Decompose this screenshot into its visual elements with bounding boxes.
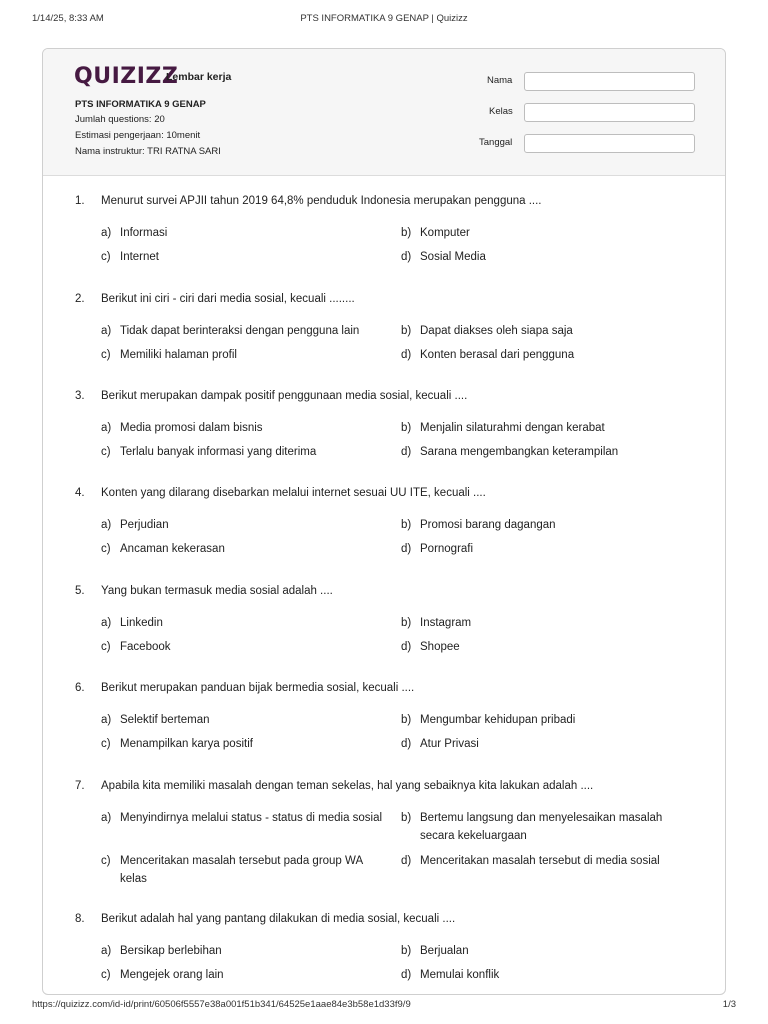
option-text: Mengumbar kehidupan pribadi [420,714,576,726]
option-letter: a) [101,519,112,531]
option-letter: a) [101,617,112,629]
option-letter: a) [101,945,112,957]
class-label: Kelas [489,106,513,117]
answer-option [401,809,691,845]
option-letter: b) [401,617,412,629]
option-letter: d) [401,543,412,555]
option-letter: c) [101,855,111,867]
answer-option [101,419,391,437]
worksheet-header [43,49,725,176]
answer-option [101,966,391,984]
print-datetime: 1/14/25, 8:33 AM [32,13,104,24]
option-text: Shopee [420,641,460,653]
answer-option [401,638,691,656]
print-url: https://quizizz.com/id-id/print/60506f5557e38a001f51b341/64525e1aae84e3b58e1d33f9/9 [32,999,411,1010]
answer-option [401,966,691,984]
answer-option [401,852,691,870]
question-number: 8. [75,913,85,925]
answer-option [101,942,391,960]
option-text: Media promosi dalam bisnis [120,422,263,434]
worksheet-card [42,48,726,995]
answer-option [401,419,691,437]
option-letter: c) [101,446,111,458]
worksheet-label: Lembar kerja [166,71,232,83]
option-letter: b) [401,714,412,726]
option-text: Pornografi [420,543,474,555]
option-text: Ancaman kekerasan [120,543,225,555]
question-number: 5. [75,585,85,597]
class-field[interactable] [524,103,695,122]
name-field[interactable] [524,72,695,91]
question-text: Berikut ini ciri - ciri dari media sosial, kecuali ........ [101,293,355,305]
option-letter: b) [401,519,412,531]
answer-option [101,852,391,888]
option-text: Bertemu langsung dan menyelesaikan masalah secara kekeluargaan [420,812,663,842]
option-letter: b) [401,945,412,957]
answer-option [101,516,391,534]
answer-option [101,443,391,461]
option-letter: d) [401,855,412,867]
option-text: Mengejek orang lain [120,969,224,981]
answer-option [101,614,391,632]
answer-option [401,516,691,534]
option-letter: c) [101,349,111,361]
option-text: Bersikap berlebihan [120,945,222,957]
option-text: Terlalu banyak informasi yang diterima [120,446,317,458]
option-letter: d) [401,738,412,750]
answer-option [401,322,691,340]
option-text: Internet [120,251,159,263]
answer-option [401,540,691,558]
option-text: Instagram [420,617,472,629]
option-text: Perjudian [120,519,169,531]
print-page-number: 1/3 [722,999,736,1010]
option-text: Komputer [420,227,470,239]
answer-option [101,809,391,827]
question-number: 6. [75,682,85,694]
question-text: Yang bukan termasuk media sosial adalah .... [101,585,333,597]
option-letter: c) [101,543,111,555]
option-text: Sarana mengembangkan keterampilan [420,446,619,458]
answer-option [401,942,691,960]
option-text: Tidak dapat berinteraksi dengan pengguna lain [120,325,360,337]
option-text: Dapat diakses oleh siapa saja [420,325,573,337]
option-text: Facebook [120,641,171,653]
answer-option [101,540,391,558]
question-text: Konten yang dilarang disebarkan melalui internet sesuai UU ITE, kecuali .... [101,487,486,499]
question-text: Apabila kita memiliki masalah dengan teman sekelas, hal yang sebaiknya kita lakukan adalah .... [101,780,594,792]
option-letter: c) [101,969,111,981]
date-label: Tanggal [479,137,513,148]
answer-option [401,711,691,729]
question-text: Berikut adalah hal yang pantang dilakukan di media sosial, kecuali .... [101,913,456,925]
answer-option [401,614,691,632]
option-letter: d) [401,349,412,361]
option-letter: b) [401,325,412,337]
option-letter: d) [401,969,412,981]
option-text: Menjalin silaturahmi dengan kerabat [420,422,605,434]
estimated-time: Estimasi pengerjaan: 10menit [75,130,201,141]
name-label: Nama [487,75,513,86]
question-text: Menurut survei APJII tahun 2019 64,8% penduduk Indonesia merupakan pengguna .... [101,195,542,207]
quiz-title: PTS INFORMATIKA 9 GENAP [75,99,206,110]
option-text: Berjualan [420,945,469,957]
answer-option [101,346,391,364]
option-text: Memulai konflik [420,969,500,981]
option-text: Informasi [120,227,168,239]
option-letter: b) [401,227,412,239]
answer-option [101,711,391,729]
question-text: Berikut merupakan dampak positif penggunaan media sosial, kecuali .... [101,390,468,402]
option-text: Memiliki halaman profil [120,349,237,361]
answer-option [401,735,691,753]
option-letter: a) [101,227,112,239]
question-number: 7. [75,780,85,792]
answer-option [401,443,691,461]
question-number: 3. [75,390,85,402]
question-number: 1. [75,195,85,207]
option-letter: c) [101,641,111,653]
questions-count: Jumlah questions: 20 [75,114,165,125]
answer-option [401,224,691,242]
option-letter: d) [401,446,412,458]
date-field[interactable] [524,134,695,153]
question-number: 4. [75,487,85,499]
question-number: 2. [75,293,85,305]
option-text: Promosi barang dagangan [420,519,556,531]
answer-option [101,735,391,753]
answer-option [101,638,391,656]
option-letter: a) [101,714,112,726]
option-letter: a) [101,422,112,434]
option-letter: b) [401,422,412,434]
option-text: Konten berasal dari pengguna [420,349,575,361]
option-letter: a) [101,812,112,824]
option-text: Linkedin [120,617,163,629]
option-letter: c) [101,251,111,263]
instructor-name: Nama instruktur: TRI RATNA SARI [75,146,221,157]
option-letter: b) [401,812,412,824]
answer-option [401,248,691,266]
answer-option [101,224,391,242]
option-text: Menceritakan masalah tersebut di media sosial [420,855,660,867]
option-letter: d) [401,251,412,263]
option-text: Selektif berteman [120,714,210,726]
print-page-title: PTS INFORMATIKA 9 GENAP | Quizizz [300,13,468,24]
option-text: Sosial Media [420,251,486,263]
option-letter: d) [401,641,412,653]
option-text: Menyindirnya melalui status - status di media sosial [120,812,383,824]
answer-option [401,346,691,364]
question-text: Berikut merupakan panduan bijak bermedia sosial, kecuali .... [101,682,415,694]
option-letter: a) [101,325,112,337]
answer-option [101,248,391,266]
option-text: Menampilkan karya positif [120,738,253,750]
option-letter: c) [101,738,111,750]
quizizz-logo: QUIZIZZ [74,64,179,89]
option-text: Menceritakan masalah tersebut pada group WA kelas [120,855,363,885]
option-text: Atur Privasi [420,738,479,750]
answer-option [101,322,391,340]
